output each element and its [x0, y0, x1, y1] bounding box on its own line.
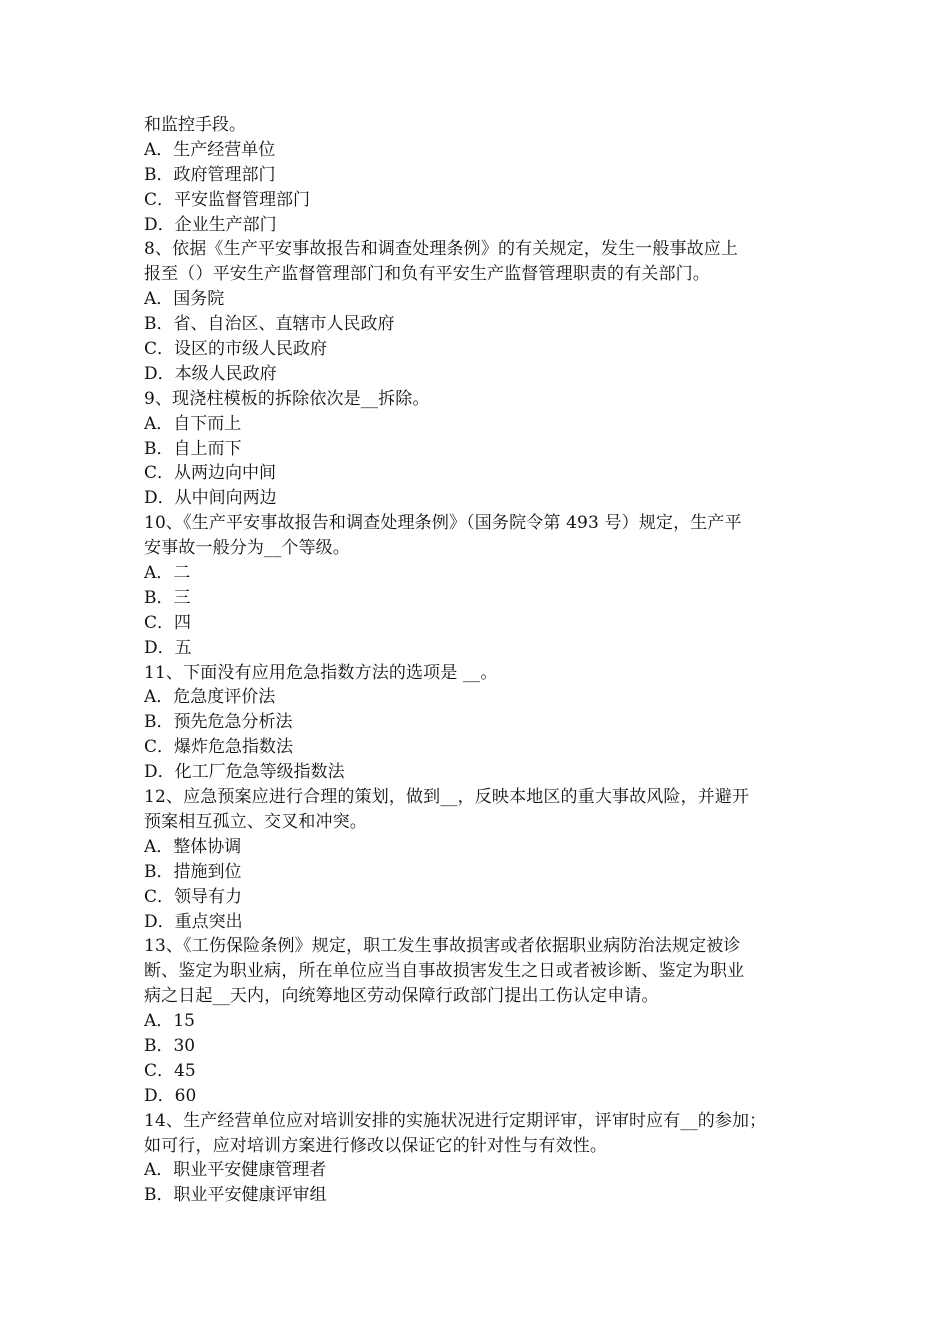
question-stem-line: 报至（）平安生产监督管理部门和负有平安生产监督管理职责的有关部门。	[144, 264, 710, 285]
answer-option: B．政府管理部门	[144, 164, 276, 185]
answer-option: C．领导有力	[144, 886, 243, 907]
question-9	[144, 387, 814, 511]
answer-option: A．15	[144, 1011, 195, 1032]
answer-option: A．生产经营单位	[144, 139, 276, 160]
question-7-tail	[144, 113, 814, 237]
answer-option: C．平安监督管理部门	[144, 189, 311, 210]
question-stem-line: 断、鉴定为职业病，所在单位应当自事故损害发生之日或者被诊断、鉴定为职业	[144, 961, 745, 982]
answer-option: D．60	[144, 1085, 197, 1106]
page-content	[144, 113, 814, 1208]
answer-option: A．危急度评价法	[144, 687, 276, 708]
answer-option: C．从两边向中间	[144, 463, 277, 484]
answer-option: B．自上而下	[144, 438, 242, 459]
answer-option: A．二	[144, 563, 191, 584]
answer-option: C．设区的市级人民政府	[144, 339, 328, 360]
question-stem-line: 12、应急预案应进行合理的策划，做到__，反映本地区的重大事故风险，并避开	[144, 787, 750, 808]
answer-option: A．整体协调	[144, 836, 242, 857]
answer-option: A．自下而上	[144, 413, 242, 434]
question-stem-line: 10、《生产平安事故报告和调查处理条例》（国务院令第 493 号）规定，生产平	[144, 513, 742, 534]
question-stem-line: 11、下面没有应用危急指数方法的选项是 __。	[144, 662, 498, 683]
question-stem-line: 9、现浇柱模板的拆除依次是__拆除。	[144, 388, 430, 409]
answer-option: D．从中间向两边	[144, 488, 277, 509]
answer-option: B．30	[144, 1035, 196, 1056]
answer-option: B．措施到位	[144, 861, 242, 882]
question-stem-line: 如可行，应对培训方案进行修改以保证它的针对性与有效性。	[144, 1135, 608, 1156]
answer-option: A．职业平安健康管理者	[144, 1160, 327, 1181]
question-8	[144, 237, 814, 386]
answer-option: D．化工厂危急等级指数法	[144, 762, 345, 783]
question-stem-line: 14、生产经营单位应对培训安排的实施状况进行定期评审，评审时应有__的参加；	[144, 1110, 767, 1131]
answer-option: A．国务院	[144, 289, 225, 310]
question-12	[144, 785, 814, 934]
question-13	[144, 934, 814, 1108]
question-14	[144, 1109, 814, 1209]
answer-option: D．本级人民政府	[144, 363, 277, 384]
question-10	[144, 511, 814, 660]
answer-option: C．爆炸危急指数法	[144, 737, 294, 758]
question-stem-line: 安事故一般分为__个等级。	[144, 538, 350, 559]
answer-option: C．四	[144, 612, 192, 633]
answer-option: B．职业平安健康评审组	[144, 1185, 327, 1206]
answer-option: B．三	[144, 587, 191, 608]
answer-option: C．45	[144, 1060, 196, 1081]
answer-option: D．企业生产部门	[144, 214, 277, 235]
question-stem-line: 8、依据《生产平安事故报告和调查处理条例》的有关规定，发生一般事故应上	[144, 239, 739, 260]
answer-option: B．预先危急分析法	[144, 712, 293, 733]
answer-option: B．省、自治区、直辖市人民政府	[144, 314, 395, 335]
question-11	[144, 661, 814, 785]
question-stem-line: 预案相互孤立、交叉和冲突。	[144, 811, 367, 832]
question-stem-line: 13、《工伤保险条例》规定，职工发生事故损害或者依据职业病防治法规定被诊	[144, 936, 741, 957]
answer-option: D．重点突出	[144, 911, 243, 932]
answer-option: D．五	[144, 637, 192, 658]
question-stem-line: 和监控手段。	[144, 115, 246, 135]
question-stem-line: 病之日起__天内，向统筹地区劳动保障行政部门提出工伤认定申请。	[144, 986, 659, 1007]
